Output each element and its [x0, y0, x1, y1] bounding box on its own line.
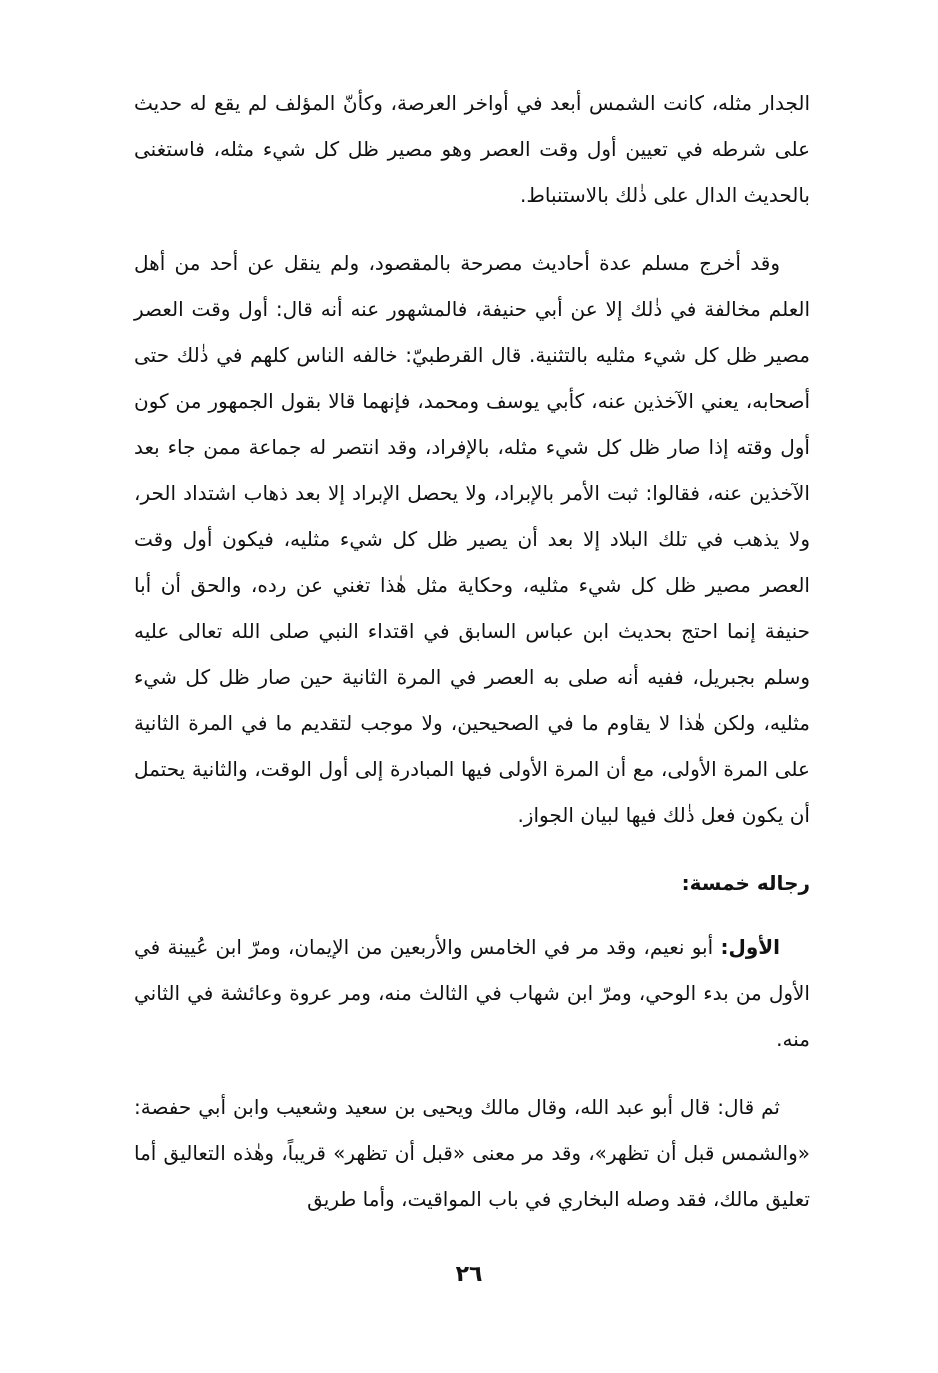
first-narrator-label: الأول: — [720, 935, 780, 959]
paragraph-ta-liqat: ثم قال: قال أبو عبد الله، وقال مالك ويحيى بن سعيد وشعيب وابن أبي حفصة: «والشمس قبل أن تظهر»، وقد مر معنى «قبل أن تظهر» قريباً، وهٰذه التعاليق أما تعليق مالك، فقد وصله البخاري في باب المواقيت، وأما طريق — [134, 1095, 810, 1211]
page-number: ٢٦ — [455, 1262, 483, 1287]
first-narrator-text: أبو نعيم، وقد مر في الخامس والأربعين من الإيمان، ومرّ ابن عُيينة في الأول من بدء الوحي، ومرّ ابن شهاب في الثالث منه، ومر عروة وعائشة في الثاني منه. — [134, 935, 810, 1051]
document-body — [134, 80, 810, 1222]
paragraph-first-narrator — [134, 924, 810, 1062]
paragraph-abu-hanifa-opinion: وقد أخرج مسلم عدة أحاديث مصرحة بالمقصود، ولم ينقل عن أحد من أهل العلم مخالفة في ذٰلك إلا عن أبي حنيفة، فالمشهور عنه أنه قال: أول وقت العصر مصير ظل كل شيء مثليه بالتثنية. قال القرطبيّ: خالفه الناس كلهم في ذٰلك حتى أصحابه، يعني الآخذين عنه، كأبي يوسف ومحمد، فإنهما قالا بقول الجمهور من كون أول وقته إذا صار ظل كل شيء مثله، بالإفراد، وقد انتصر له جماعة ممن جاء بعد الآخذين عنه، فقالوا: ثبت الأمر بالإبراد، ولا يحصل الإبراد إلا بعد ذهاب اشتداد الحر، ولا يذهب في تلك البلاد إلا بعد أن يصير ظل كل شيء مثليه، فيكون أول وقت العصر مصير ظل كل شيء مثليه، وحكاية مثل هٰذا تغني عن رده، والحق أن أبا حنيفة إنما احتج بحديث ابن عباس السابق في اقتداء النبي صلى الله تعالى عليه وسلم بجبريل، ففيه أنه صلى به العصر في المرة الثانية حين صار ظل كل شيء مثليه، ولكن هٰذا لا يقاوم ما في الصحيحين، ولا موجب لتقديم ما في المرة الثانية على المرة الأولى، مع أن المرة الأولى فيها المبادرة إلى أول الوقت، والثانية يحتمل أن يكون فعل ذٰلك فيها لبيان الجواز. — [134, 251, 810, 827]
narrators-heading: رجاله خمسة: — [681, 871, 810, 895]
paragraph-asr-time-intro: الجدار مثله، كانت الشمس أبعد في أواخر العرصة، وكأنّ المؤلف لم يقع له حديث على شرطه في تعيين أول وقت العصر وهو مصير ظل كل شيء مثله، فاستغنى بالحديث الدال على ذٰلك بالاستنباط. — [134, 91, 810, 207]
